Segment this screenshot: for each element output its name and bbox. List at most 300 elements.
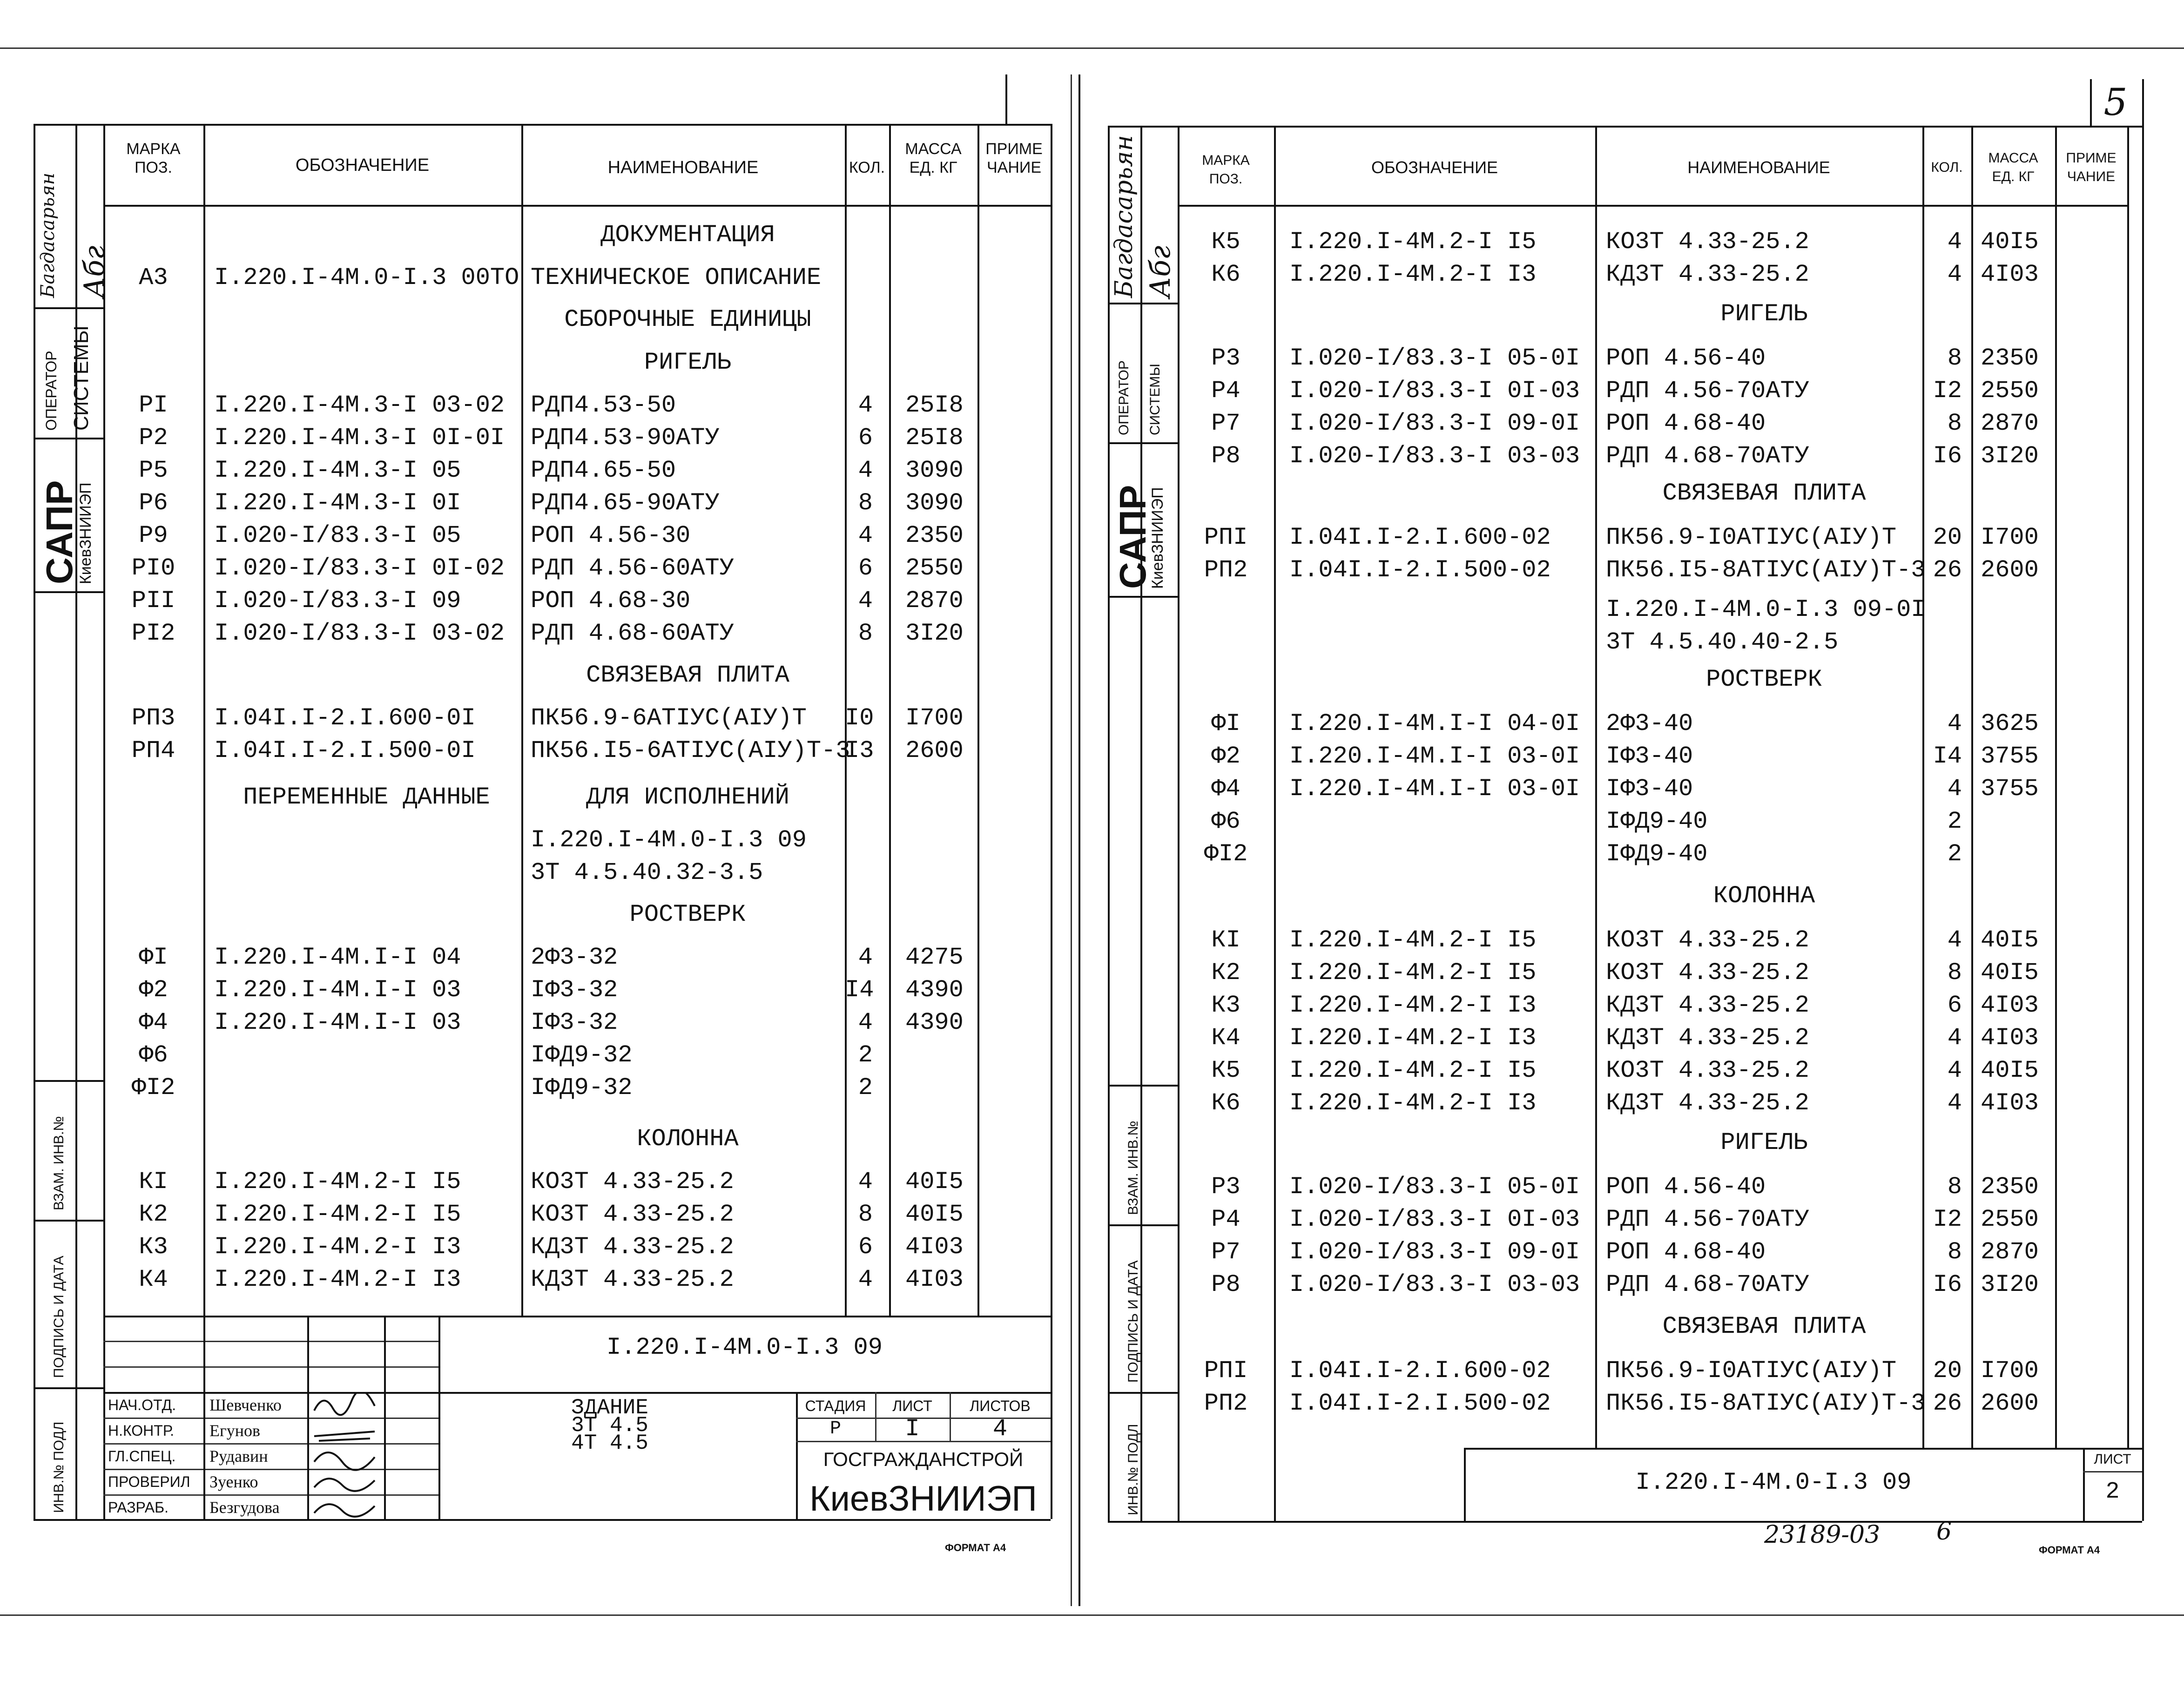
cell-mass: I700 bbox=[905, 704, 964, 732]
cell-designation: I.220.I-4М.2-I I3 bbox=[1289, 1089, 1537, 1117]
cell-mark: ФI bbox=[139, 944, 168, 971]
left-strip-line bbox=[34, 591, 103, 593]
right-col-line bbox=[2055, 126, 2057, 1448]
cell-name: РИГЕЛЬ bbox=[1720, 1129, 1808, 1156]
cell-mark: Р5 bbox=[139, 457, 168, 484]
cell-name: РИГЕЛЬ bbox=[1720, 300, 1808, 328]
cell-designation: I.220.I-4М.2-I I3 bbox=[1289, 1024, 1537, 1052]
cell-mark: РI2 bbox=[131, 620, 175, 647]
person-5: Безгудова bbox=[209, 1498, 280, 1517]
cell-designation: I.020-I/83.3-I 0I-02 bbox=[214, 554, 505, 582]
cell-designation: I.020-I/83.3-I 09 bbox=[214, 587, 461, 615]
left-col-line bbox=[977, 124, 979, 1316]
role-1: НАЧ.ОТД. bbox=[108, 1397, 176, 1413]
cell-mass: 2870 bbox=[905, 587, 964, 615]
header-mass-right: МАССА ЕД. КГ bbox=[1988, 150, 2038, 184]
cell-mark: Р3 bbox=[1211, 344, 1240, 372]
cell-mark: К6 bbox=[1211, 1089, 1240, 1117]
right-frame-outer bbox=[1108, 126, 1110, 1521]
right-col-line bbox=[1971, 126, 1973, 1448]
left-strip-line bbox=[34, 307, 103, 309]
cell-mark: Ф4 bbox=[139, 1009, 168, 1036]
cell-name: ПК56.9-6АТIУС(АIУ)Т bbox=[531, 704, 807, 732]
cell-mark: РП2 bbox=[1204, 1390, 1248, 1417]
role-5: РАЗРАБ. bbox=[108, 1499, 169, 1516]
cell-designation: I.220.I-4М.I-I 04 bbox=[214, 944, 461, 971]
cell-qty: 4 bbox=[858, 522, 873, 549]
cell-mass: 2600 bbox=[905, 737, 964, 764]
cell-designation: I.04I.I-2.I.600-02 bbox=[1289, 1357, 1551, 1384]
cell-designation: I.220.I-4М.3-I 0I-0I bbox=[214, 424, 505, 452]
podpis-label: ПОДПИСЬ И ДАТА bbox=[51, 1256, 67, 1378]
cell-mass: 40I5 bbox=[905, 1201, 964, 1228]
left-col-line bbox=[203, 124, 205, 1316]
inv-label-right: ИНВ.№ ПОДЛ bbox=[1126, 1424, 1141, 1515]
podpis-label-right: ПОДПИСЬ И ДАТА bbox=[1126, 1260, 1141, 1383]
role-3: ГЛ.СПЕЦ. bbox=[108, 1448, 176, 1465]
page-number: 5 bbox=[2103, 81, 2128, 124]
cell-mass: 25I8 bbox=[905, 424, 964, 452]
cell-qty: 8 bbox=[1947, 959, 1962, 986]
cell-qty: 8 bbox=[1947, 1238, 1962, 1266]
cell-name: РДП4.65-90АТУ bbox=[531, 489, 720, 517]
cell-mass: 4275 bbox=[905, 944, 964, 971]
cell-name: КО3Т 4.33-25.2 bbox=[531, 1201, 734, 1228]
header-mark-right: МАРКА ПОЗ. bbox=[1202, 153, 1250, 187]
cell-qty: 8 bbox=[1947, 410, 1962, 437]
cell-mass: 40I5 bbox=[905, 1168, 964, 1195]
cell-mass: I700 bbox=[1981, 524, 2039, 551]
title-block-top bbox=[103, 1316, 1051, 1317]
org-name: ГОСГРАЖДАНСТРОЙ bbox=[823, 1448, 1024, 1470]
cell-designation: I.220.I-4М.I-I 03 bbox=[214, 976, 461, 1004]
cell-mass: I700 bbox=[1981, 1357, 2039, 1384]
cell-designation: I.04I.I-2.I.600-0I bbox=[214, 704, 476, 732]
cell-mark: РП4 bbox=[131, 737, 175, 764]
cell-qty: 26 bbox=[1933, 1390, 1962, 1417]
institute-label-right: КиевЗНИИЭП bbox=[1149, 487, 1166, 589]
cell-mass: 3755 bbox=[1981, 743, 2039, 770]
cell-name: РОП 4.68-30 bbox=[531, 587, 691, 615]
cell-qty: 4 bbox=[1947, 1024, 1962, 1052]
cell-mass: 4I03 bbox=[1981, 261, 2039, 288]
cell-qty: 2 bbox=[1947, 840, 1962, 868]
tb-line bbox=[103, 1366, 438, 1368]
cell-qty: 6 bbox=[858, 1233, 873, 1261]
cell-qty: 4 bbox=[858, 1266, 873, 1293]
left-doc-code: I.220.I-4М.0-I.3 09 bbox=[607, 1334, 883, 1361]
right-strip-line bbox=[1108, 442, 1178, 444]
cell-designation: I.04I.I-2.I.600-02 bbox=[1289, 524, 1551, 551]
cell-designation: I.04I.I-2.I.500-0I bbox=[214, 737, 476, 764]
tb-col bbox=[384, 1316, 386, 1519]
cell-mass: 4I03 bbox=[905, 1266, 964, 1293]
cell-qty: 4 bbox=[858, 1009, 873, 1036]
cell-designation: I.04I.I-2.I.500-02 bbox=[1289, 556, 1551, 584]
cell-name: РОСТВЕРК bbox=[1706, 666, 1822, 693]
header-note-right: ПРИМЕ ЧАНИЕ bbox=[2066, 150, 2117, 184]
cell-name: I.220.I-4М.0-I.3 09 bbox=[531, 826, 807, 854]
cell-designation: I.020-I/83.3-I 09-0I bbox=[1289, 410, 1580, 437]
vzam-label: ВЗАМ. ИНВ.№ bbox=[51, 1116, 67, 1210]
cell-designation: I.020-I/83.3-I 03-03 bbox=[1289, 442, 1580, 470]
institute-label: КиевЗНИИЭП bbox=[77, 482, 94, 584]
cell-designation: I.220.I-4М.0-I.3 00ТО bbox=[214, 264, 519, 291]
author-signature-right: Абг bbox=[1144, 245, 1177, 298]
cell-qty: 8 bbox=[1947, 1173, 1962, 1201]
cell-mark: Ф6 bbox=[1211, 808, 1240, 835]
left-col-line bbox=[521, 124, 523, 1316]
cell-name: IФ3-32 bbox=[531, 976, 618, 1004]
cell-qty: 2 bbox=[858, 1074, 873, 1101]
cell-name: IФД9-32 bbox=[531, 1074, 633, 1101]
cell-mass: 3625 bbox=[1981, 710, 2039, 737]
stage-value: Р bbox=[829, 1418, 841, 1439]
right-strip-line bbox=[1108, 1085, 1178, 1087]
archive-number: 23189-03 bbox=[1764, 1521, 1881, 1549]
cell-mark: А3 bbox=[139, 264, 168, 291]
cell-qty: 4 bbox=[1947, 926, 1962, 954]
right-frame-top bbox=[1108, 126, 2142, 128]
cell-mark: КI bbox=[1211, 926, 1240, 954]
cell-mass: 4I03 bbox=[1981, 1024, 2039, 1052]
left-frame-top bbox=[34, 124, 1051, 126]
header-mark: МАРКА ПОЗ. bbox=[126, 140, 181, 176]
cell-designation: I.220.I-4М.I-I 03 bbox=[214, 1009, 461, 1036]
cell-mass: 2600 bbox=[1981, 556, 2039, 584]
cell-name: ПК56.I5-8АТIУС(АIУ)Т-3 bbox=[1606, 1390, 1926, 1417]
right-header-bottom bbox=[1178, 205, 2127, 207]
signatures bbox=[310, 1392, 382, 1519]
cell-name: КО3Т 4.33-25.2 bbox=[1606, 926, 1809, 954]
right-frame-right bbox=[2142, 79, 2144, 1521]
cell-qty: I6 bbox=[1933, 442, 1962, 470]
cell-name: ТЕХНИЧЕСКОЕ ОПИСАНИЕ bbox=[531, 264, 822, 291]
header-mass: МАССА ЕД. КГ bbox=[905, 140, 962, 176]
cell-qty: 20 bbox=[1933, 524, 1962, 551]
cell-name: 2Ф3-32 bbox=[531, 944, 618, 971]
cell-qty: 4 bbox=[858, 1168, 873, 1195]
cell-name: СВЯЗЕВАЯ ПЛИТА bbox=[1662, 479, 1866, 507]
cell-name: ДОКУМЕНТАЦИЯ bbox=[600, 221, 775, 249]
cell-designation: I.020-I/83.3-I 03-03 bbox=[1289, 1271, 1580, 1298]
cell-mass: 2870 bbox=[1981, 1238, 2039, 1266]
cell-mark: К5 bbox=[1211, 1057, 1240, 1084]
tb-col bbox=[307, 1316, 309, 1519]
cell-designation: I.220.I-4М.3-I 0I bbox=[214, 489, 461, 517]
cell-mass: 3755 bbox=[1981, 775, 2039, 803]
operator-label-right-2: СИСТЕМЫ bbox=[1147, 364, 1163, 435]
cell-mass: 40I5 bbox=[1981, 959, 2039, 986]
operator-label: ОПЕРАТОР bbox=[43, 351, 60, 431]
cell-mark: Р3 bbox=[1211, 1173, 1240, 1201]
cell-qty: I0 bbox=[845, 704, 874, 732]
left-format: ФОРМАТ А4 bbox=[945, 1542, 1006, 1553]
scan-edge-top bbox=[0, 47, 2184, 49]
cell-mass: 4I03 bbox=[905, 1233, 964, 1261]
cell-name: 3Т 4.5.40.32-3.5 bbox=[531, 859, 763, 886]
cell-designation: I.020-I/83.3-I 05-0I bbox=[1289, 344, 1580, 372]
sapr-label: САПР bbox=[39, 480, 80, 584]
right-col-line bbox=[1595, 126, 1597, 1448]
cell-mark: РП3 bbox=[131, 704, 175, 732]
vzam-label-right: ВЗАМ. ИНВ.№ bbox=[1126, 1121, 1141, 1215]
cell-name: РДП 4.56-60АТУ bbox=[531, 554, 734, 582]
cell-mass: 4390 bbox=[905, 976, 964, 1004]
cell-mark: РПI bbox=[1204, 524, 1248, 551]
cell-qty: 26 bbox=[1933, 556, 1962, 584]
cell-name: КД3Т 4.33-25.2 bbox=[1606, 1024, 1809, 1052]
cell-mark: Р9 bbox=[139, 522, 168, 549]
cell-mark: К2 bbox=[139, 1201, 168, 1228]
role-4: ПРОВЕРИЛ bbox=[108, 1473, 190, 1490]
cell-name: КО3Т 4.33-25.2 bbox=[531, 1168, 734, 1195]
sheet-value: I bbox=[905, 1415, 920, 1443]
cell-mark: Р8 bbox=[1211, 1271, 1240, 1298]
cell-mark: К6 bbox=[1211, 261, 1240, 288]
cell-name: I.220.I-4М.0-I.3 09-0I bbox=[1606, 596, 1926, 623]
cell-mark: К2 bbox=[1211, 959, 1240, 986]
left-frame-tab bbox=[1005, 74, 1007, 124]
cell-qty: 4 bbox=[1947, 775, 1962, 803]
cell-designation: I.220.I-4М.2-I I3 bbox=[214, 1266, 461, 1293]
right-strip-line bbox=[1108, 1392, 1178, 1394]
right-format: ФОРМАТ А4 bbox=[2039, 1544, 2100, 1556]
cell-designation: I.220.I-4М.I-I 03-0I bbox=[1289, 743, 1580, 770]
cell-designation: I.220.I-4М.3-I 05 bbox=[214, 457, 461, 484]
cell-designation: ПЕРЕМЕННЫЕ ДАННЫЕ bbox=[243, 783, 490, 811]
right-sheet-label: ЛИСТ bbox=[2094, 1452, 2131, 1467]
cell-designation: I.020-I/83.3-I 09-0I bbox=[1289, 1238, 1580, 1266]
left-frame-outer bbox=[34, 124, 35, 1519]
cell-mass: 40I5 bbox=[1981, 228, 2039, 256]
cell-mark: Р4 bbox=[1211, 1206, 1240, 1233]
cell-name: РДП4.53-50 bbox=[531, 392, 676, 419]
cell-qty: I4 bbox=[845, 976, 874, 1004]
left-frame-right bbox=[1051, 124, 1052, 1519]
cell-qty: I4 bbox=[1933, 743, 1962, 770]
cell-designation: I.220.I-4М.3-I 03-02 bbox=[214, 392, 505, 419]
cell-qty: I2 bbox=[1933, 377, 1962, 405]
header-designation-right: ОБОЗНАЧЕНИЕ bbox=[1371, 158, 1498, 177]
cell-mass: 2350 bbox=[1981, 1173, 2039, 1201]
cell-designation: I.220.I-4М.2-I I3 bbox=[1289, 261, 1537, 288]
cell-mark: ФI2 bbox=[131, 1074, 175, 1101]
object-name: ЗДАНИЕ 3Т 4.5 4Т 4.5 bbox=[571, 1396, 648, 1455]
cell-qty: 4 bbox=[858, 587, 873, 615]
sheets-value: 4 bbox=[992, 1415, 1008, 1443]
archive-suffix: 6 bbox=[1936, 1518, 1952, 1546]
header-note: ПРИМЕ ЧАНИЕ bbox=[985, 140, 1043, 176]
cell-mass: 2870 bbox=[1981, 410, 2039, 437]
scan-edge-bottom bbox=[0, 1614, 2184, 1616]
cell-designation: I.020-I/83.3-I 0I-03 bbox=[1289, 377, 1580, 405]
cell-name: ПК56.9-I0АТIУС(АIУ)Т bbox=[1606, 1357, 1897, 1384]
cell-mark: РI bbox=[139, 392, 168, 419]
right-strip-line bbox=[1108, 596, 1178, 598]
tb-col bbox=[203, 1316, 205, 1519]
cell-mass: 2550 bbox=[905, 554, 964, 582]
cell-designation: I.220.I-4М.2-I I5 bbox=[214, 1201, 461, 1228]
cell-name: РОСТВЕРК bbox=[629, 901, 746, 928]
cell-name: IФ3-32 bbox=[531, 1009, 618, 1036]
cell-name: 3Т 4.5.40.40-2.5 bbox=[1606, 628, 1839, 656]
right-sheet-value: 2 bbox=[2105, 1479, 2120, 1505]
cell-name: КО3Т 4.33-25.2 bbox=[1606, 1057, 1809, 1084]
cell-designation: I.220.I-4М.2-I I5 bbox=[1289, 959, 1537, 986]
cell-name: КД3Т 4.33-25.2 bbox=[1606, 261, 1809, 288]
left-col-line bbox=[889, 124, 891, 1316]
cell-name: IФД9-32 bbox=[531, 1041, 633, 1069]
cell-name: ПК56.I5-6АТIУС(АIУ)Т-3 bbox=[531, 737, 850, 764]
cell-name: РДП 4.56-70АТУ bbox=[1606, 1206, 1809, 1233]
cell-name: РДП4.53-90АТУ bbox=[531, 424, 720, 452]
cell-mark: ФI bbox=[1211, 710, 1240, 737]
cell-qty: 4 bbox=[858, 944, 873, 971]
cell-qty: 8 bbox=[858, 489, 873, 517]
cell-name: КД3Т 4.33-25.2 bbox=[1606, 992, 1809, 1019]
header-designation: ОБОЗНАЧЕНИЕ bbox=[295, 155, 430, 175]
sapr-label-right: САПР bbox=[1112, 485, 1153, 589]
cell-mark: Ф2 bbox=[139, 976, 168, 1004]
cell-mark: К5 bbox=[1211, 228, 1240, 256]
tb-line bbox=[103, 1341, 438, 1342]
cell-mark: Ф2 bbox=[1211, 743, 1240, 770]
cell-designation: I.020-I/83.3-I 05-0I bbox=[1289, 1173, 1580, 1201]
cell-name: IФД9-40 bbox=[1606, 808, 1708, 835]
cell-designation: I.220.I-4М.I-I 04-0I bbox=[1289, 710, 1580, 737]
cell-mark: РII bbox=[131, 587, 175, 615]
cell-name: РОП 4.56-40 bbox=[1606, 344, 1766, 372]
right-strip-line bbox=[1108, 1224, 1178, 1226]
sheets-label: ЛИСТОВ bbox=[970, 1398, 1031, 1414]
cell-mass: 3I20 bbox=[1981, 442, 2039, 470]
cell-designation: I.020-I/83.3-I 0I-03 bbox=[1289, 1206, 1580, 1233]
cell-name: РОП 4.68-40 bbox=[1606, 1238, 1766, 1266]
author-name: Багдасарьян bbox=[37, 172, 59, 298]
sheet-divider-shadow bbox=[1071, 74, 1072, 1606]
left-strip-line bbox=[34, 1387, 103, 1389]
cell-mark: РI0 bbox=[131, 554, 175, 582]
cell-qty: 6 bbox=[1947, 992, 1962, 1019]
cell-name: РОП 4.68-40 bbox=[1606, 410, 1766, 437]
operator-label-2: СИСТЕМЫ bbox=[70, 325, 93, 431]
cell-mass: 2600 bbox=[1981, 1390, 2039, 1417]
inv-label: ИНВ.№ ПОДЛ bbox=[51, 1421, 67, 1513]
person-4: Зуенко bbox=[209, 1472, 258, 1491]
cell-name: РДП 4.68-70АТУ bbox=[1606, 1271, 1809, 1298]
cell-qty: 20 bbox=[1933, 1357, 1962, 1384]
cell-designation: I.220.I-4М.2-I I5 bbox=[1289, 1057, 1537, 1084]
cell-qty: 4 bbox=[1947, 1089, 1962, 1117]
cell-qty: 4 bbox=[858, 392, 873, 419]
cell-qty: 4 bbox=[1947, 228, 1962, 256]
cell-name: ПК56.9-I0АТIУС(АIУ)Т bbox=[1606, 524, 1897, 551]
sheet-label: ЛИСТ bbox=[892, 1398, 932, 1414]
cell-name: ПК56.I5-8АТIУС(АIУ)Т-3 bbox=[1606, 556, 1926, 584]
sheet-divider bbox=[1079, 74, 1080, 1606]
role-2: Н.КОНТР. bbox=[108, 1422, 175, 1439]
cell-mark: Р2 bbox=[139, 424, 168, 452]
cell-designation: I.220.I-4М.2-I I5 bbox=[1289, 926, 1537, 954]
cell-name: КД3Т 4.33-25.2 bbox=[531, 1266, 734, 1293]
cell-mark: РП2 bbox=[1204, 556, 1248, 584]
cell-qty: 4 bbox=[1947, 261, 1962, 288]
cell-mark: Р8 bbox=[1211, 442, 1240, 470]
cell-name: КО3Т 4.33-25.2 bbox=[1606, 228, 1809, 256]
cell-mark: К4 bbox=[1211, 1024, 1240, 1052]
cell-mark: РПI bbox=[1204, 1357, 1248, 1384]
cell-designation: I.220.I-4М.2-I I5 bbox=[1289, 228, 1537, 256]
author-name-right: Багдасарьян bbox=[1110, 135, 1138, 298]
cell-name: IФ3-40 bbox=[1606, 775, 1693, 803]
cell-mass: 3090 bbox=[905, 457, 964, 484]
cell-mark: Ф4 bbox=[1211, 775, 1240, 803]
operator-label-right: ОПЕРАТОР bbox=[1116, 360, 1132, 435]
cell-mass: 2550 bbox=[1981, 1206, 2039, 1233]
cell-designation: I.220.I-4М.2-I I3 bbox=[1289, 992, 1537, 1019]
cell-name: КО3Т 4.33-25.2 bbox=[1606, 959, 1809, 986]
cell-mass: 2350 bbox=[905, 522, 964, 549]
person-1: Шевченко bbox=[209, 1396, 282, 1414]
cell-qty: 6 bbox=[858, 554, 873, 582]
cell-mark: Р4 bbox=[1211, 377, 1240, 405]
cell-name: КОЛОННА bbox=[1713, 882, 1815, 910]
cell-name: СВЯЗЕВАЯ ПЛИТА bbox=[586, 662, 789, 689]
cell-mass: 40I5 bbox=[1981, 926, 2039, 954]
cell-mark: К4 bbox=[139, 1266, 168, 1293]
cell-qty: I3 bbox=[845, 737, 874, 764]
person-2: Егунов bbox=[209, 1421, 261, 1440]
cell-designation: I.220.I-4М.2-I I3 bbox=[214, 1233, 461, 1261]
cell-name: РОП 4.56-30 bbox=[531, 522, 691, 549]
cell-name: КД3Т 4.33-25.2 bbox=[531, 1233, 734, 1261]
cell-name: IФД9-40 bbox=[1606, 840, 1708, 868]
cell-designation: I.020-I/83.3-I 05 bbox=[214, 522, 461, 549]
left-header-bottom bbox=[103, 205, 1051, 207]
cell-name: РДП 4.68-60АТУ bbox=[531, 620, 734, 647]
cell-mass: 40I5 bbox=[1981, 1057, 2039, 1084]
cell-mass: 2350 bbox=[1981, 344, 2039, 372]
cell-qty: 4 bbox=[1947, 710, 1962, 737]
cell-name: СВЯЗЕВАЯ ПЛИТА bbox=[1662, 1313, 1866, 1340]
cell-qty: 2 bbox=[858, 1041, 873, 1069]
header-name-right: НАИМЕНОВАНИЕ bbox=[1687, 158, 1830, 177]
cell-name: 2Ф3-40 bbox=[1606, 710, 1693, 737]
cell-mark: К3 bbox=[1211, 992, 1240, 1019]
cell-qty: 8 bbox=[858, 620, 873, 647]
left-frame-inner bbox=[103, 124, 105, 1519]
cell-qty: 8 bbox=[1947, 344, 1962, 372]
cell-mark: ФI2 bbox=[1204, 840, 1248, 868]
cell-name: РДП 4.56-70АТУ bbox=[1606, 377, 1809, 405]
right-footer-top bbox=[1464, 1448, 2142, 1450]
header-qty: КОЛ. bbox=[849, 159, 885, 176]
header-qty-right: КОЛ. bbox=[1931, 160, 1963, 175]
cell-mark: КI bbox=[139, 1168, 168, 1195]
cell-mark: К3 bbox=[139, 1233, 168, 1261]
cell-qty: 8 bbox=[858, 1201, 873, 1228]
cell-mass: 4I03 bbox=[1981, 1089, 2039, 1117]
cell-mass: 3090 bbox=[905, 489, 964, 517]
person-3: Рудавин bbox=[209, 1447, 268, 1465]
left-strip-line bbox=[34, 1080, 103, 1082]
cell-designation: I.220.I-4М.2-I I5 bbox=[214, 1168, 461, 1195]
cell-designation: I.220.I-4М.I-I 03-0I bbox=[1289, 775, 1580, 803]
cell-designation: I.04I.I-2.I.500-02 bbox=[1289, 1390, 1551, 1417]
org-institute: КиевЗНИИЭП bbox=[809, 1479, 1037, 1519]
cell-name: РИГЕЛЬ bbox=[644, 349, 732, 376]
